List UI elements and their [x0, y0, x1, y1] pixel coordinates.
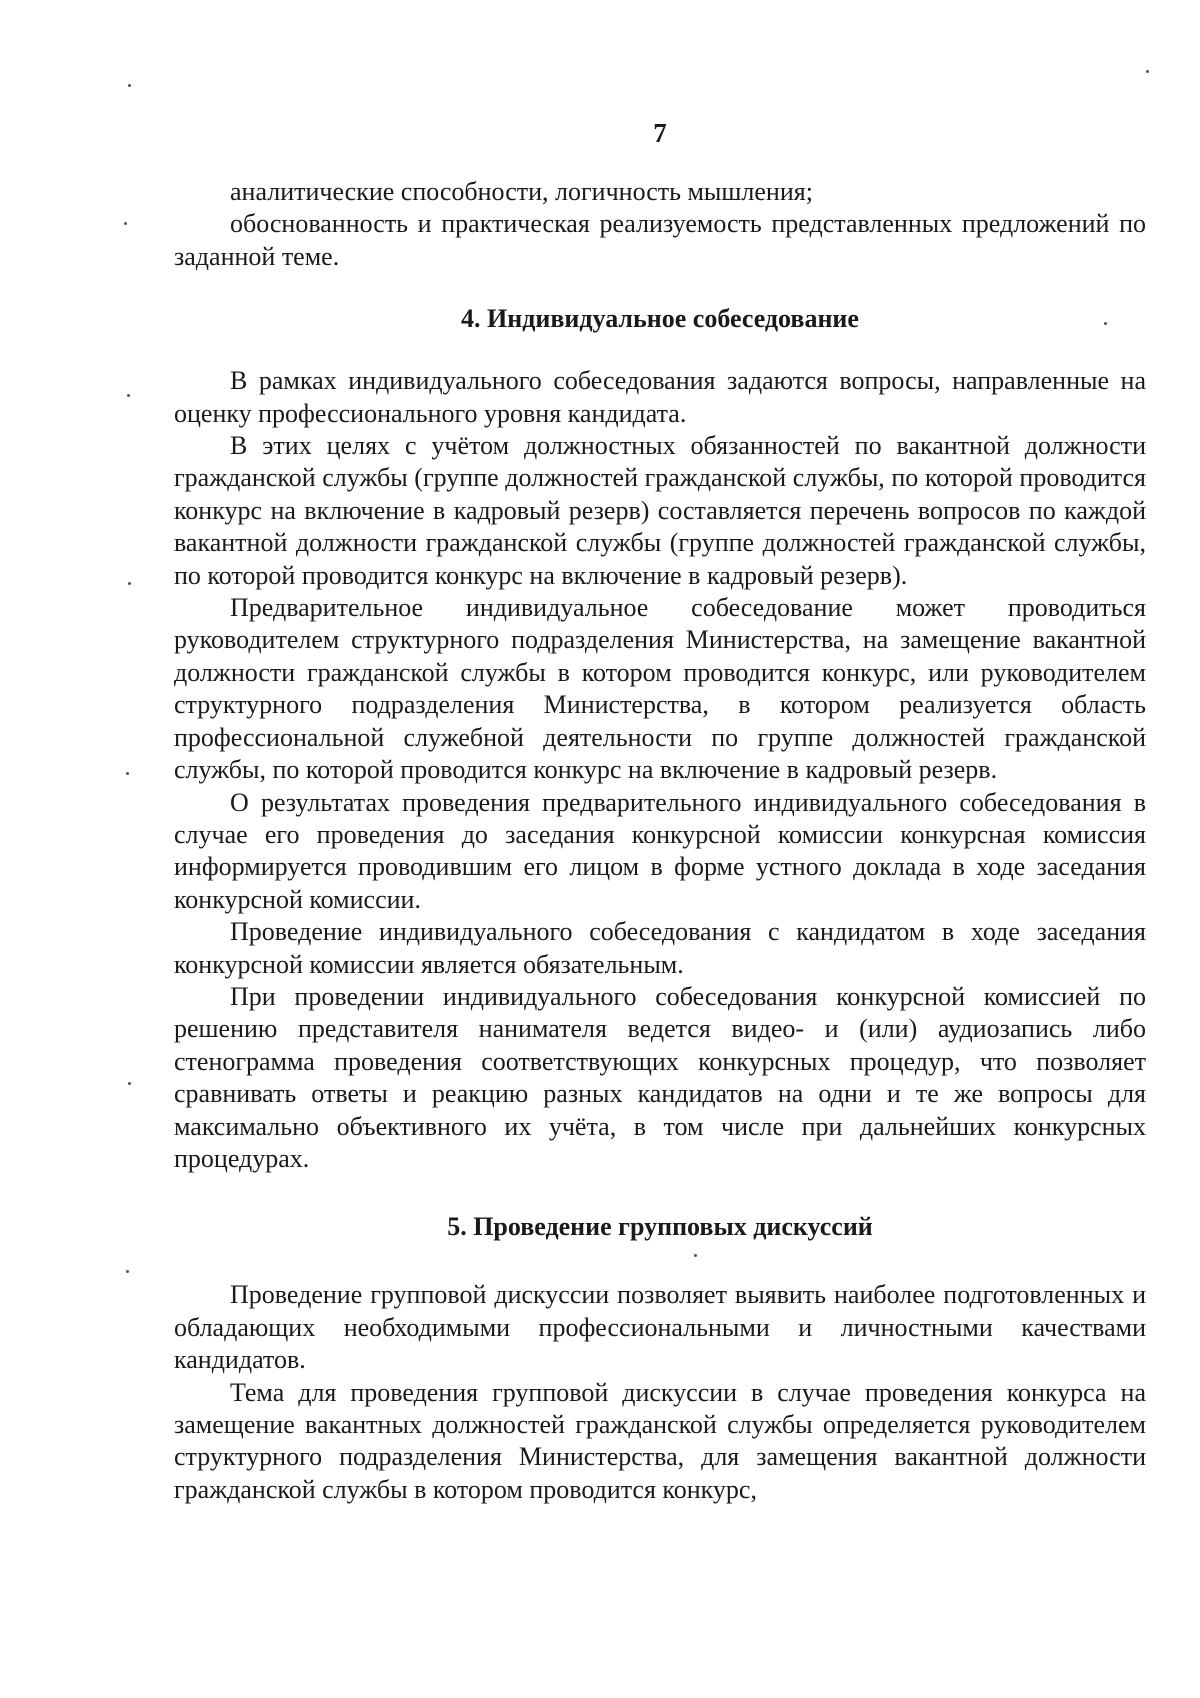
section-4-heading: 4. Индивидуальное собеседование [461, 304, 859, 334]
section-4-paragraph-1: В рамках индивидуального собеседования задаются вопросы, направленные на оценку профессионального уровня кандидата. [174, 366, 1146, 428]
document-body [174, 176, 1146, 1506]
section-4-paragraph-5: Проведение индивидуального собеседования с кандидатом в ходе заседания конкурсной комиссии является обязательным. [174, 917, 1146, 979]
scan-speck [1104, 322, 1107, 325]
scan-speck [126, 1270, 129, 1273]
section-4-paragraph-6: При проведении индивидуального собеседования конкурсной комиссией по решению представителя нанимателя ведется видео- и (или) аудиозапись либо стенограмма проведения соответствующих конкурсных процедур, что позволяет сравнивать ответы и реакцию разных кандидатов на одни и те же вопросы для максимально объективного их учёта, в том числе при дальнейших конкурсных процедурах. [174, 981, 1146, 1173]
section-4-paragraph-3: Предварительное индивидуальное собеседование может проводиться руководителем структурного подразделения Министерства, на замещение вакантной должности гражданской службы в котором проводится конкурс, или руководителем структурного подразделения Министерства, в котором реализуется область профессиональной служебной деятельности по группе должностей гражданской службы, по которой проводится конкурс на включение в кадровый резерв. [174, 593, 1146, 785]
section-5-paragraph-2: Тема для проведения групповой дискуссии в случае проведения конкурса на замещение вакантных должностей гражданской службы определяется руководителем структурного подразделения Министерства, для замещения вакантной должности гражданской службы в котором проводится конкурс, [174, 1377, 1146, 1504]
section-5-heading: 5. Проведение групповых дискуссий [447, 1212, 873, 1242]
intro-paragraph-1: аналитические способности, логичность мышления; [230, 177, 813, 206]
scan-speck [694, 1254, 697, 1257]
section-4-paragraph-4: О результатах проведения предварительного индивидуального собеседования в случае его проведения до заседания конкурсной комиссии конкурсная комиссия информируется проводившим его лицом в форме устного доклада в ходе заседания конкурсной комиссии. [174, 787, 1146, 914]
scan-speck [126, 772, 129, 775]
scan-speck [128, 84, 131, 87]
page-number: 7 [653, 118, 667, 148]
section-4-paragraph-2: В этих целях с учётом должностных обязанностей по вакантной должности гражданской службы (группе должностей гражданской службы, по которой проводится конкурс на включение в кадровый резерв) составляется перечень вопросов по каждой вакантной должности гражданской службы (группе должностей гражданской службы, по которой проводится конкурс на включение в кадровый резерв). [174, 431, 1146, 590]
scan-speck [1146, 70, 1149, 73]
scan-speck [128, 1082, 131, 1085]
scan-speck [124, 222, 127, 225]
section-5-paragraph-1: Проведение групповой дискуссии позволяет выявить наиболее подготовленных и обладающих необходимыми профессиональными и личностными качествами кандидатов. [174, 1280, 1146, 1375]
scan-speck [128, 582, 131, 585]
scan-speck [127, 394, 130, 397]
intro-paragraph-2: обоснованность и практическая реализуемость представленных предложений по заданной теме. [174, 209, 1146, 271]
